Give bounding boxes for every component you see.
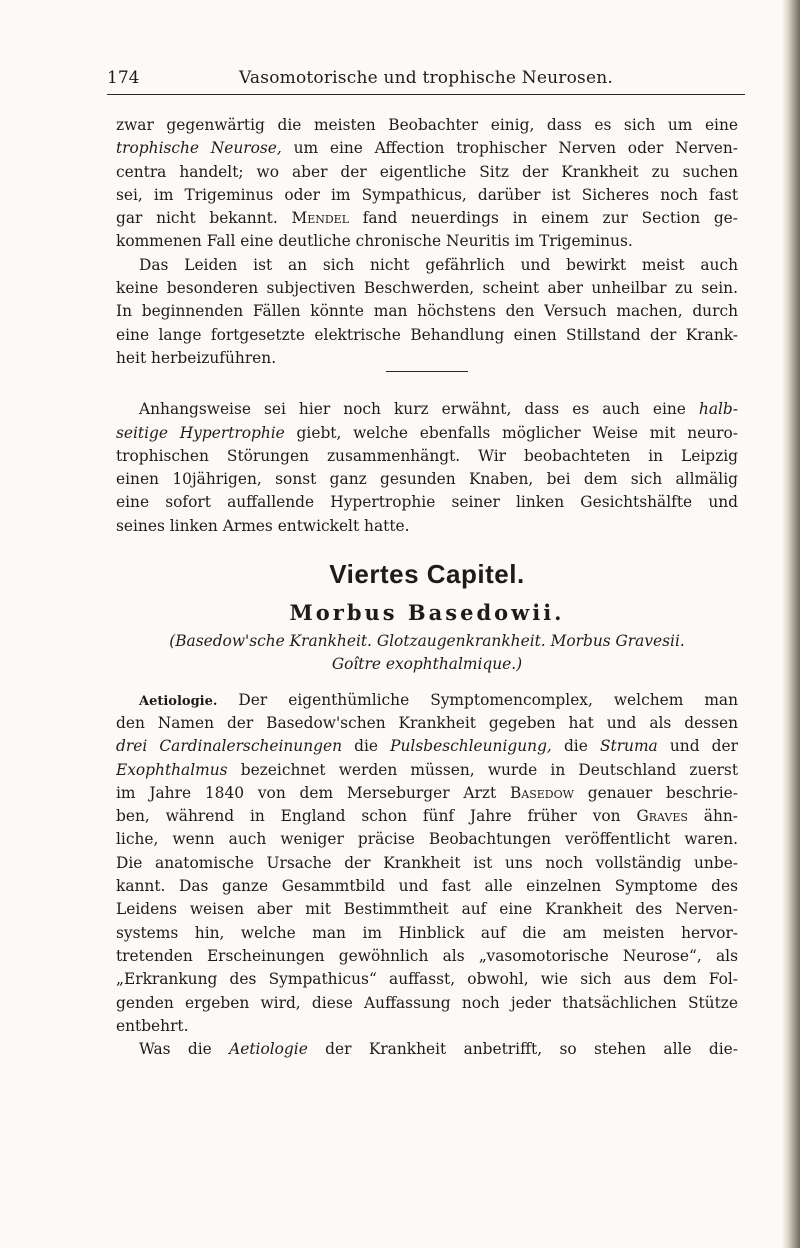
paragraph-hypertrophie <box>116 398 738 538</box>
chapter-synonyms-line-1: (Basedow'sche Krankheit. Glotzaugenkrankheit. Morbus Gravesii. <box>169 632 685 651</box>
text-line: den Namen der Basedow'schen Krankheit gegeben hat und als dessen <box>116 713 738 732</box>
text-line: systems hin, welche man im Hinblick auf die am meisten hervor- <box>116 923 738 942</box>
emphasis: Pulsbeschleunigung, <box>390 737 552 756</box>
text-line: eine lange fortgesetzte elektrische Behandlung einen Stillstand der Krank- <box>116 325 738 344</box>
text-line: Das Leiden ist an sich nicht gefährlich und bewirkt meist auch <box>139 255 738 274</box>
paragraph-trophische-neurose <box>116 114 738 254</box>
author-name: Graves <box>636 807 688 826</box>
chapter-title: Viertes Capitel. <box>329 559 525 590</box>
text-line: Aetiologie. Der eigenthümliche Symptomencomplex, welchem man <box>139 690 738 709</box>
text-line: gar nicht bekannt. Mendel fand neuerdings in einem zur Section ge- <box>116 209 738 228</box>
text-line: kannt. Das ganze Gesammtbild und fast alle einzelnen Symptome des <box>116 877 738 896</box>
page-number: 174 <box>107 68 140 88</box>
text-line: In beginnenden Fällen könnte man höchstens den Versuch machen, durch <box>116 302 738 321</box>
text-line: tretenden Erscheinungen gewöhnlich als „vasomotorische Neurose“, als <box>116 946 738 965</box>
chapter-synonyms-line-2: Goître exophthalmique.) <box>331 655 523 674</box>
chapter-subtitle: Morbus Basedowii. <box>289 600 565 626</box>
text-line: eine sofort auffallende Hypertrophie seiner linken Gesichtshälfte und <box>116 493 738 512</box>
section-lead: Aetiologie. <box>139 693 218 709</box>
author-name: Mendel <box>291 209 350 228</box>
text-line: einen 10jährigen, sonst ganz gesunden Knaben, bei dem sich allmälig <box>116 470 738 489</box>
paragraph-was-die-aetiologie <box>116 1038 738 1061</box>
text-line: heit herbeizuführen. <box>116 348 277 367</box>
text-line: Was die Aetiologie der Krankheit anbetrifft, so stehen alle die- <box>139 1040 738 1059</box>
text-line: drei Cardinalerscheinungen die Pulsbeschleunigung, die Struma und der <box>116 737 738 756</box>
header-rule <box>107 94 745 95</box>
text-line: liche, wenn auch weniger präcise Beobachtungen veröffentlicht waren. <box>116 830 738 849</box>
author-name: Basedow <box>509 783 574 802</box>
text-line: seitige Hypertrophie giebt, welche ebenfalls möglicher Weise mit neuro- <box>116 423 738 442</box>
text-line: centra handelt; wo aber der eigentliche Sitz der Krankheit zu suchen <box>116 162 738 181</box>
text-line: Anhangsweise sei hier noch kurz erwähnt, dass es auch eine halb- <box>139 400 738 419</box>
text-line: entbehrt. <box>116 1016 189 1035</box>
text-line: „Erkrankung des Sympathicus“ auffasst, obwohl, wie sich aus dem Fol- <box>116 970 738 989</box>
paragraph-leiden <box>116 254 738 370</box>
text-line: zwar gegenwärtig die meisten Beobachter einig, dass es sich um eine <box>116 116 738 134</box>
section-separator <box>386 371 468 398</box>
emphasis: seitige Hypertrophie <box>116 423 285 442</box>
text-line: ben, während in England schon fünf Jahre früher von Graves ähn- <box>116 807 738 826</box>
text-line: trophische Neurose, um eine Affection trophischer Nerven oder Nerven- <box>116 139 738 158</box>
emphasis: Exophthalmus <box>116 760 228 779</box>
text-line: Die anatomische Ursache der Krankheit ist uns noch vollständig unbe- <box>116 853 738 872</box>
emphasis: drei Cardinalerscheinungen <box>116 737 342 756</box>
text-line: keine besonderen subjectiven Beschwerden, scheint aber unheilbar zu sein. <box>116 279 738 298</box>
page-edge-shadow <box>782 0 800 1248</box>
emphasis: Aetiologie <box>229 1040 308 1059</box>
running-title: Vasomotorische und trophische Neurosen. <box>239 68 613 88</box>
page-body <box>116 114 738 1061</box>
text-line: im Jahre 1840 von dem Merseburger Arzt Basedow genauer beschrie- <box>116 783 738 802</box>
emphasis: trophische Neurose, <box>116 139 282 158</box>
emphasis: Struma <box>599 737 658 756</box>
text-line: trophischen Störungen zusammenhängt. Wir beobachteten in Leipzig <box>116 446 738 465</box>
running-header <box>107 60 745 90</box>
paragraph-aetiologie <box>116 689 738 1038</box>
text-line: seines linken Armes entwickelt hatte. <box>116 516 410 535</box>
text-line: kommenen Fall eine deutliche chronische Neuritis im Trigeminus. <box>116 232 633 251</box>
text-line: Leidens weisen aber mit Bestimmtheit auf eine Krankheit des Nerven- <box>116 900 738 919</box>
text-line: sei, im Trigeminus oder im Sympathicus, darüber ist Sicheres noch fast <box>116 185 738 204</box>
text-line: Exophthalmus bezeichnet werden müssen, wurde in Deutschland zuerst <box>116 760 738 779</box>
text-line: genden ergeben wird, diese Auffassung noch jeder thatsächlichen Stütze <box>116 993 738 1012</box>
emphasis: halb- <box>698 400 738 419</box>
